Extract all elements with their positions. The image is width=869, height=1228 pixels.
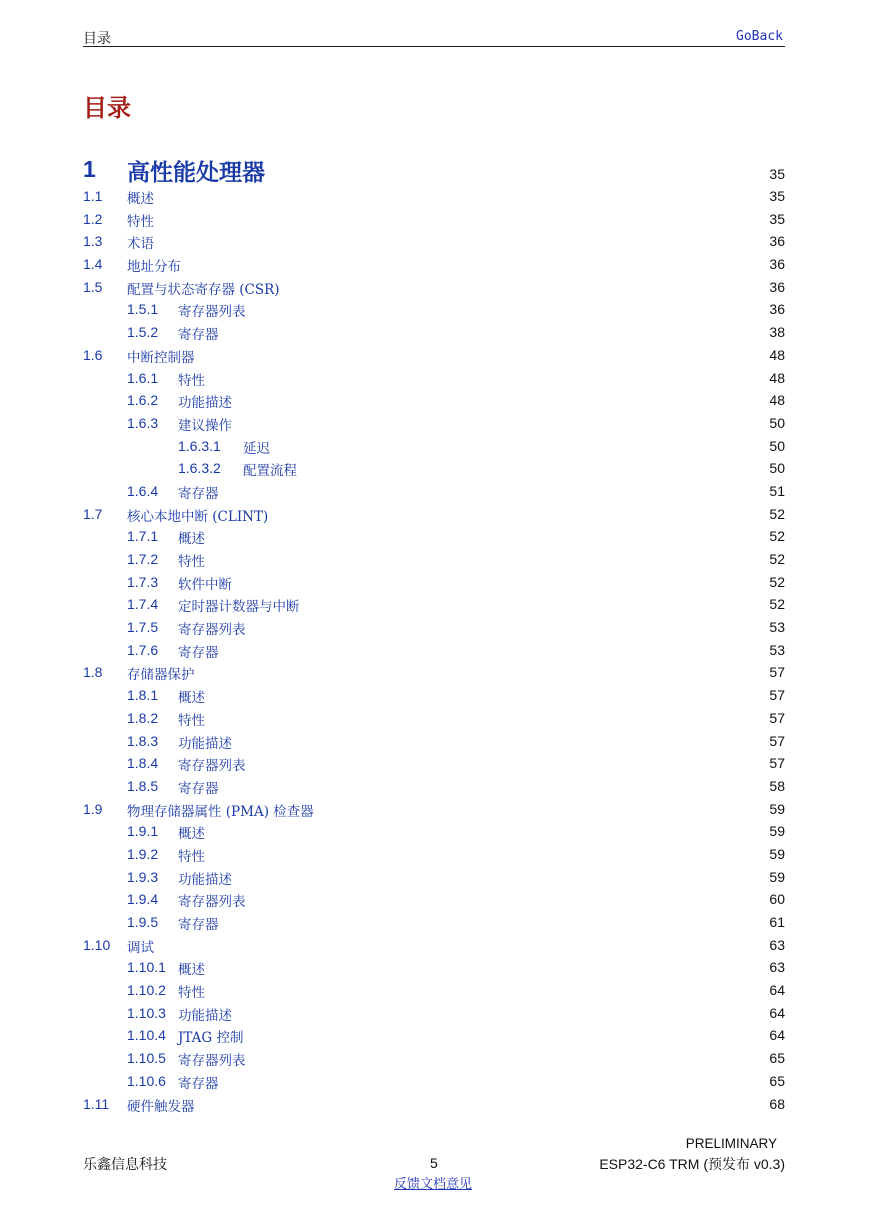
toc-entry-number: 1.10 xyxy=(83,936,111,953)
toc-entry-title: 寄存器列表 xyxy=(178,1053,246,1070)
toc-entry-page: 50 xyxy=(769,437,785,454)
toc-entry-page: 64 xyxy=(769,1027,785,1044)
toc-entry-title: 寄存器列表 xyxy=(178,894,246,911)
toc-entry[interactable] xyxy=(83,435,785,458)
toc-entry-number: 1.3 xyxy=(83,233,103,250)
toc-entry-page: 50 xyxy=(769,460,785,477)
toc-entry[interactable] xyxy=(83,752,785,775)
toc-entry-title: 延迟 xyxy=(243,440,270,457)
toc-entry-number: 1.8.4 xyxy=(127,755,159,772)
toc-entry[interactable] xyxy=(83,208,785,231)
toc-entry[interactable] xyxy=(83,911,785,934)
chapter-title: 高性能处理器 xyxy=(127,159,265,186)
toc-entry-number: 1.6.1 xyxy=(127,369,159,386)
footer-preliminary: PRELIMINARY xyxy=(685,1136,777,1151)
toc-entry-number: 1.5.1 xyxy=(127,301,159,318)
toc-entry[interactable] xyxy=(83,820,785,843)
toc-entry-number: 1.6.3.2 xyxy=(178,460,221,477)
toc-entry-number: 1.8.2 xyxy=(127,709,159,726)
page-header xyxy=(83,26,785,47)
toc-entry-title: 寄存器 xyxy=(178,1075,219,1092)
toc-entry[interactable] xyxy=(83,1093,785,1116)
toc-entry-page: 50 xyxy=(769,414,785,431)
toc-entry[interactable] xyxy=(83,979,785,1002)
toc-entry[interactable] xyxy=(83,185,785,208)
toc-entry-page: 65 xyxy=(769,1072,785,1089)
toc-entry-title: 寄存器 xyxy=(178,485,219,502)
toc-entry-number: 1.7.4 xyxy=(127,596,159,613)
toc-entry[interactable] xyxy=(83,298,785,321)
toc-entry-page: 57 xyxy=(769,687,785,704)
toc-entry[interactable] xyxy=(83,934,785,957)
toc-entry-number: 1.9.4 xyxy=(127,891,159,908)
toc-entry-number: 1.9.3 xyxy=(127,868,159,885)
toc-entry-page: 65 xyxy=(769,1050,785,1067)
toc-entry-number: 1.6 xyxy=(83,346,103,363)
toc-entry-title: 存储器保护 xyxy=(127,667,195,684)
toc-entry-page: 36 xyxy=(769,256,785,273)
toc-entry-number: 1.10.1 xyxy=(127,959,166,976)
toc-entry-page: 57 xyxy=(769,709,785,726)
toc-entry-title: 核心本地中断 (CLINT) xyxy=(127,508,269,525)
toc-entry-page: 35 xyxy=(769,210,785,227)
toc-entry[interactable] xyxy=(83,639,785,662)
toc-entry-page: 64 xyxy=(769,1004,785,1021)
toc-entry-page: 61 xyxy=(769,914,785,930)
toc-entry-title: 特性 xyxy=(178,985,205,1002)
toc-entry-number: 1.9.2 xyxy=(127,845,159,862)
toc-entry-number: 1.7 xyxy=(83,505,103,522)
toc-entry-page: 53 xyxy=(769,619,785,636)
toc-chapter-1[interactable] xyxy=(83,156,785,188)
toc-entry-page: 57 xyxy=(769,755,785,772)
toc-entry[interactable] xyxy=(83,503,785,526)
toc-entry[interactable] xyxy=(83,1047,785,1070)
toc-entry-title: 寄存器 xyxy=(178,917,219,933)
toc-entry-page: 52 xyxy=(769,596,785,613)
toc-entry[interactable] xyxy=(83,389,785,412)
toc-entry-number: 1.8 xyxy=(83,664,103,681)
toc-entry-number: 1.10.4 xyxy=(127,1027,166,1044)
toc-entry[interactable] xyxy=(83,616,785,639)
toc-entry[interactable] xyxy=(83,730,785,753)
toc-entry-page: 35 xyxy=(769,188,785,204)
toc-entry-page: 53 xyxy=(769,641,785,658)
toc-entry-page: 48 xyxy=(769,369,785,386)
toc-entry[interactable] xyxy=(83,1070,785,1093)
footer-company: 乐鑫信息科技 xyxy=(83,1157,167,1173)
toc-entry-page: 68 xyxy=(769,1095,785,1112)
toc-entry-page: 36 xyxy=(769,233,785,250)
toc-entry[interactable] xyxy=(83,344,785,367)
toc-entry-title: 物理存储器属性 (PMA) 检查器 xyxy=(127,803,314,820)
toc-entry-page: 59 xyxy=(769,868,785,885)
toc-entry-title: 功能描述 xyxy=(178,1007,232,1024)
toc-entry[interactable] xyxy=(83,843,785,866)
toc-entry-title: JTAG 控制 xyxy=(178,1030,244,1047)
toc-entry-page: 59 xyxy=(769,845,785,862)
toc-entry-number: 1.11 xyxy=(83,1095,110,1112)
page-title: 目录 xyxy=(83,93,131,122)
toc-entry-number: 1.5.2 xyxy=(127,324,159,341)
toc-entry-title: 术语 xyxy=(127,236,154,253)
toc-entry-number: 1.5 xyxy=(83,278,103,295)
toc-entry-page: 57 xyxy=(769,732,785,749)
toc-entry[interactable] xyxy=(83,684,785,707)
toc-entry[interactable] xyxy=(83,661,785,684)
toc-entry[interactable] xyxy=(83,571,785,594)
toc-entry-title: 特性 xyxy=(178,554,205,570)
toc-entry-title: 概述 xyxy=(178,690,205,707)
toc-entry-title: 概述 xyxy=(127,191,154,207)
toc-entry-title: 特性 xyxy=(127,213,154,230)
toc-entry-page: 63 xyxy=(769,936,785,953)
toc-entry-page: 58 xyxy=(769,777,785,794)
toc-entry[interactable] xyxy=(83,457,785,480)
toc-entry-title: 调试 xyxy=(127,939,154,956)
toc-entry-number: 1.9 xyxy=(83,800,103,817)
toc-entry-title: 定时器计数器与中断 xyxy=(178,599,300,616)
toc-entry-number: 1.8.1 xyxy=(127,687,159,704)
toc-entry-title: 硬件触发器 xyxy=(127,1098,195,1115)
toc-entry-title: 寄存器 xyxy=(178,327,219,344)
toc-entry-page: 60 xyxy=(769,891,785,908)
toc-entry-title: 软件中断 xyxy=(178,576,232,593)
toc-entry[interactable] xyxy=(83,276,785,299)
toc-entry-title: 功能描述 xyxy=(178,871,232,888)
toc-entry[interactable] xyxy=(83,1024,785,1047)
toc-entry-number: 1.7.2 xyxy=(127,551,159,567)
toc-entry[interactable] xyxy=(83,253,785,276)
toc-entry-title: 特性 xyxy=(178,712,205,729)
toc-entry-number: 1.10.6 xyxy=(127,1072,166,1089)
toc-entry-title: 寄存器 xyxy=(178,644,219,661)
toc-entry-page: 57 xyxy=(769,664,785,681)
toc-entry-number: 1.10.3 xyxy=(127,1004,166,1021)
toc-entry-number: 1.7.3 xyxy=(127,573,159,590)
footer-page-number: 5 xyxy=(430,1155,438,1171)
toc-entry[interactable] xyxy=(83,888,785,911)
toc-entry-title: 功能描述 xyxy=(178,395,232,412)
toc-entry-number: 1.6.4 xyxy=(127,482,159,499)
toc-entry[interactable] xyxy=(83,412,785,435)
toc-entry-title: 概述 xyxy=(178,826,205,843)
toc-entry[interactable] xyxy=(83,548,785,571)
table-of-contents xyxy=(83,185,785,1115)
toc-entry-number: 1.2 xyxy=(83,210,103,227)
toc-entry[interactable] xyxy=(83,866,785,889)
toc-entry-page: 63 xyxy=(769,959,785,976)
toc-entry-number: 1.1 xyxy=(83,188,103,204)
toc-entry-page: 48 xyxy=(769,346,785,363)
toc-entry-number: 1.7.1 xyxy=(127,528,159,545)
toc-entry-number: 1.10.5 xyxy=(127,1050,166,1067)
toc-entry[interactable] xyxy=(83,525,785,548)
header-section-title: 目录 xyxy=(83,31,111,47)
toc-entry-title: 配置流程 xyxy=(243,463,297,480)
toc-entry-title: 寄存器 xyxy=(178,780,219,797)
toc-entry[interactable] xyxy=(83,480,785,503)
toc-entry[interactable] xyxy=(83,956,785,979)
toc-entry-number: 1.8.5 xyxy=(127,777,159,794)
toc-entry-number: 1.6.3 xyxy=(127,414,159,431)
toc-entry-title: 配置与状态寄存器 (CSR) xyxy=(127,281,280,298)
toc-entry[interactable] xyxy=(83,775,785,798)
toc-entry-title: 寄存器列表 xyxy=(178,622,246,639)
toc-entry-number: 1.7.6 xyxy=(127,641,159,658)
toc-entry[interactable] xyxy=(83,1002,785,1025)
toc-entry-number: 1.7.5 xyxy=(127,619,159,636)
toc-entry[interactable] xyxy=(83,798,785,821)
toc-entry-title: 地址分布 xyxy=(127,259,181,276)
toc-entry-title: 概述 xyxy=(178,962,205,979)
toc-entry-number: 1.9.5 xyxy=(127,914,159,930)
toc-entry-page: 59 xyxy=(769,800,785,817)
chapter-page: 35 xyxy=(769,166,785,182)
toc-entry-title: 特性 xyxy=(178,372,205,389)
toc-entry-page: 38 xyxy=(769,324,785,341)
toc-entry-number: 1.8.3 xyxy=(127,732,159,749)
toc-entry-page: 36 xyxy=(769,278,785,295)
toc-entry-page: 52 xyxy=(769,505,785,522)
toc-entry-page: 52 xyxy=(769,551,785,567)
toc-entry-title: 寄存器列表 xyxy=(178,758,246,775)
toc-entry-page: 52 xyxy=(769,573,785,590)
toc-entry[interactable] xyxy=(83,367,785,390)
toc-entry[interactable] xyxy=(83,593,785,616)
toc-entry-page: 48 xyxy=(769,392,785,409)
toc-entry-number: 1.4 xyxy=(83,256,103,273)
toc-entry-number: 1.6.3.1 xyxy=(178,437,221,454)
goback-link[interactable]: GoBack xyxy=(736,29,783,44)
toc-entry-number: 1.10.2 xyxy=(127,982,166,999)
toc-entry[interactable] xyxy=(83,707,785,730)
toc-entry-page: 59 xyxy=(769,823,785,840)
toc-entry-number: 1.9.1 xyxy=(127,823,159,840)
toc-entry-page: 36 xyxy=(769,301,785,318)
toc-entry[interactable] xyxy=(83,321,785,344)
toc-entry-title: 建议操作 xyxy=(178,417,232,434)
footer-doc-name: ESP32-C6 TRM (预发布 v0.3) xyxy=(599,1156,785,1172)
toc-entry-title: 功能描述 xyxy=(178,735,232,752)
feedback-link[interactable]: 反馈文档意见 xyxy=(394,1177,473,1192)
toc-entry-title: 概述 xyxy=(178,531,205,548)
toc-entry-number: 1.6.2 xyxy=(127,392,159,409)
toc-entry-title: 寄存器列表 xyxy=(178,304,246,321)
toc-entry-page: 64 xyxy=(769,982,785,999)
toc-entry[interactable] xyxy=(83,230,785,253)
toc-entry-page: 51 xyxy=(769,482,785,499)
chapter-number: 1 xyxy=(83,156,96,182)
toc-entry-title: 中断控制器 xyxy=(127,349,195,366)
toc-entry-title: 特性 xyxy=(178,848,205,865)
toc-entry-page: 52 xyxy=(769,528,785,545)
